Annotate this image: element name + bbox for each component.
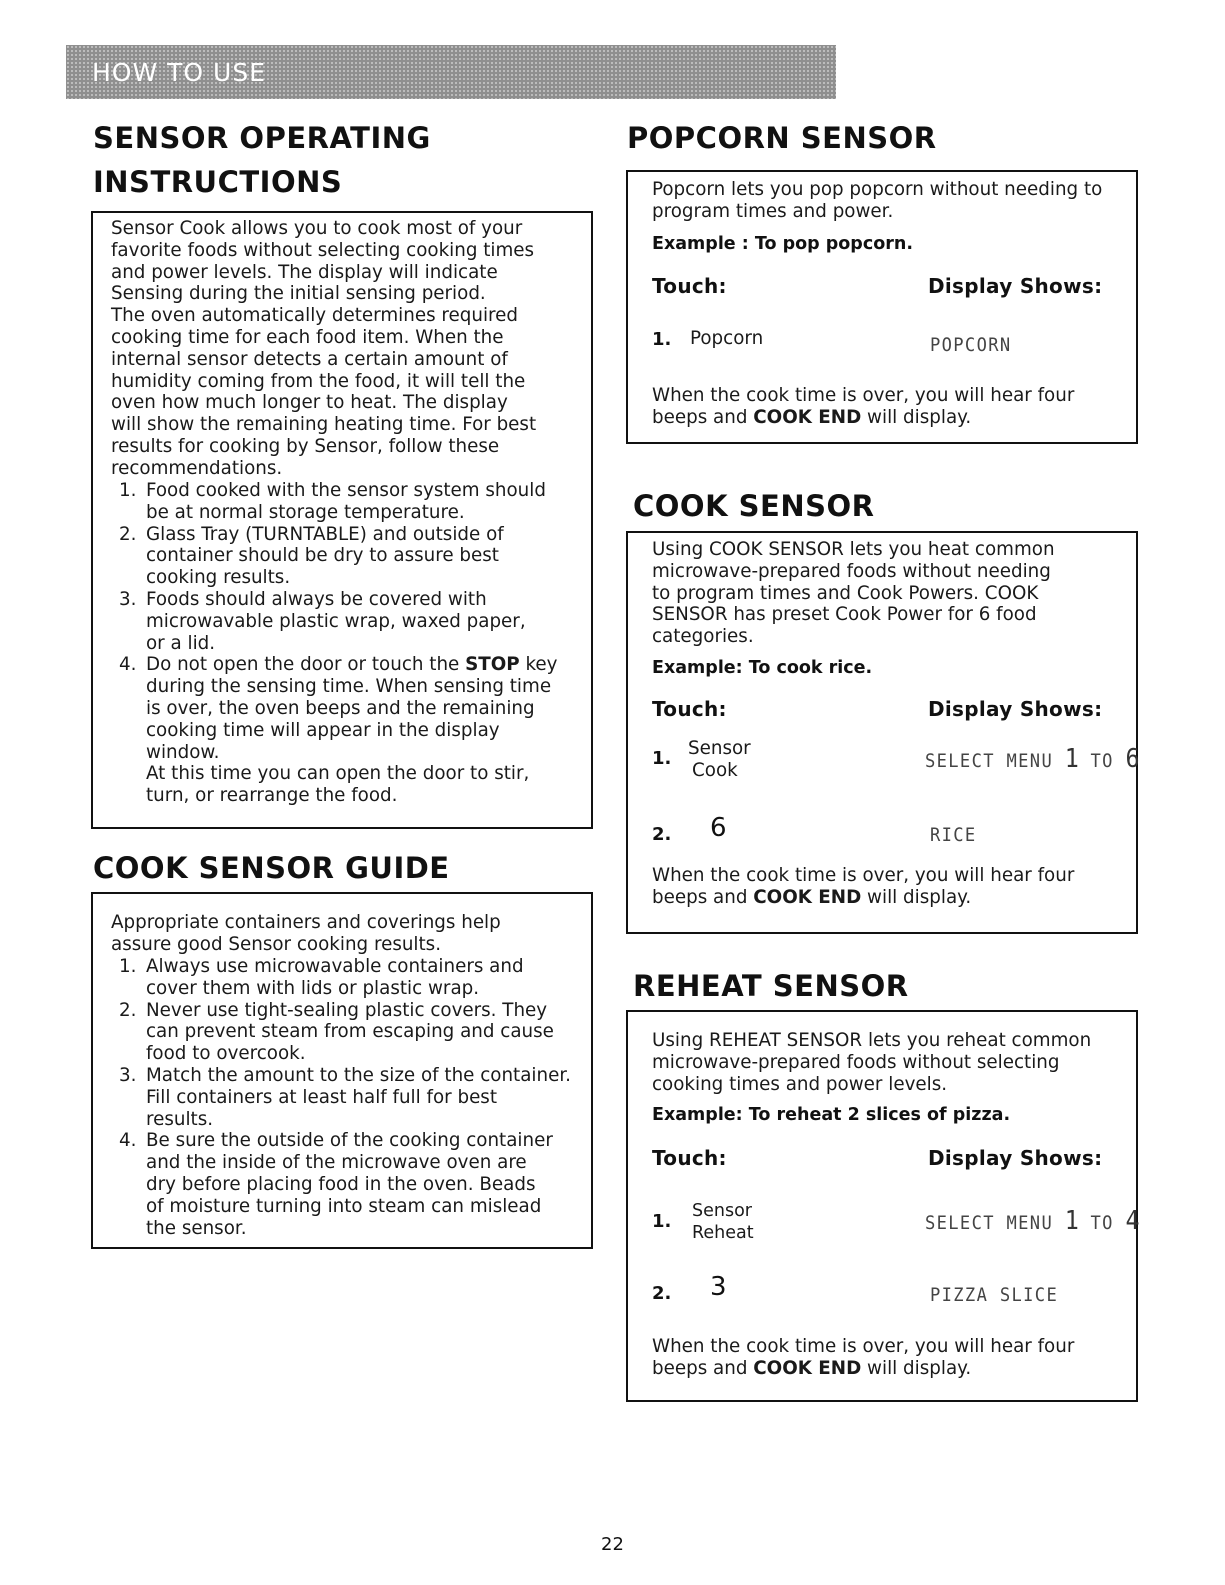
step-number: 2. <box>652 1283 672 1304</box>
item-line: turn, or rearrange the food. <box>146 785 398 807</box>
end-note-text: beeps and <box>652 406 754 428</box>
intro-line: favorite foods without selecting cooking times <box>111 239 535 261</box>
page-number: 22 <box>601 1534 624 1555</box>
end-note-line: When the cook time is over, you will hear four <box>652 865 1075 886</box>
banner-title: HOW TO USE <box>92 58 267 87</box>
item-line: At this time you can open the door to stir, <box>146 763 530 785</box>
intro-line: microwave-prepared foods without needing <box>652 560 1051 582</box>
intro-line: cooking times and power levels. <box>652 1073 948 1095</box>
lcd-text: SELECT MENU <box>925 750 1054 772</box>
cook-end-label: COOK END <box>753 886 862 908</box>
number-key-label: 6 <box>710 813 727 843</box>
item-number: 3. <box>119 588 137 610</box>
cook-sensor-heading: COOK SENSOR <box>633 489 875 523</box>
item-number: 2. <box>119 999 137 1021</box>
intro-line: humidity coming from the food, it will tell the <box>111 370 526 392</box>
intro-line: Appropriate containers and coverings help <box>111 912 501 933</box>
key-label-line: Sensor <box>692 1201 752 1221</box>
number-key-label: 3 <box>710 1272 727 1302</box>
item-line: Fill containers at least half full for best <box>146 1086 498 1108</box>
intro-line: program times and power. <box>652 200 894 222</box>
list-item <box>111 956 571 1000</box>
item-line: container should be dry to assure best <box>146 545 499 567</box>
display-column-header: Display Shows: <box>928 1146 1103 1170</box>
item-number: 2. <box>119 523 137 545</box>
item-line: be at normal storage temperature. <box>146 501 465 523</box>
lcd-display-rice: RICE <box>930 824 977 846</box>
end-note-text: beeps and <box>652 886 754 908</box>
step-number: 2. <box>652 824 672 845</box>
item-number: 4. <box>119 1130 137 1152</box>
popcorn-example: Example : To pop popcorn. <box>652 234 913 254</box>
reheat-sensor-intro <box>652 1030 1091 1095</box>
item-text: Do not open the door or touch the <box>146 654 466 676</box>
end-note-text: will display. <box>861 1357 972 1379</box>
item-line: cooking time will appear in the display <box>146 719 500 741</box>
item-line: cooking results. <box>146 567 291 589</box>
end-note-text: will display. <box>861 406 972 428</box>
reheat-sensor-heading: REHEAT SENSOR <box>633 969 909 1003</box>
reheat-sensor-example: Example: To reheat 2 slices of pizza. <box>652 1105 1011 1125</box>
touch-column-header: Touch: <box>652 1146 727 1170</box>
list-item <box>111 589 557 654</box>
intro-line: SENSOR has preset Cook Power for 6 food <box>652 604 1037 626</box>
popcorn-end-note <box>652 385 1074 429</box>
touch-column-header: Touch: <box>652 697 727 721</box>
end-note-line: When the cook time is over, you will hear four <box>652 385 1075 406</box>
stop-key-label: STOP <box>465 654 520 676</box>
intro-line: recommendations. <box>111 457 283 479</box>
lcd-display-select-menu <box>925 1206 1140 1236</box>
item-number: 1. <box>119 480 137 501</box>
touch-column-header: Touch: <box>652 274 727 298</box>
lcd-digit: 6 <box>1125 744 1140 774</box>
item-line: or a lid. <box>146 632 216 654</box>
cook-end-label: COOK END <box>753 1357 862 1379</box>
cook-sensor-example: Example: To cook rice. <box>652 658 873 678</box>
section-banner <box>66 45 836 99</box>
item-line: the sensor. <box>146 1217 247 1239</box>
cook-sensor-end-note <box>652 865 1074 909</box>
item-text: key <box>519 654 558 676</box>
end-note-line <box>652 407 1074 429</box>
intro-line: to program times and Cook Powers. COOK <box>652 582 1039 604</box>
intro-line: microwave-prepared foods without selecting <box>652 1051 1060 1073</box>
intro-line: Sensing during the initial sensing period. <box>111 283 486 305</box>
lcd-text: SELECT MENU <box>925 1212 1054 1234</box>
end-note-line: When the cook time is over, you will hear four <box>652 1336 1075 1357</box>
item-line: Glass Tray (TURNTABLE) and outside of <box>146 523 504 545</box>
lcd-display-pizza-slice: PIZZA SLICE <box>930 1284 1059 1306</box>
item-line: Match the amount to the size of the container. <box>146 1064 571 1086</box>
sensor-operating-heading-line1: SENSOR OPERATING <box>93 121 431 155</box>
item-line: dry before placing food in the oven. Beads <box>146 1173 536 1195</box>
display-column-header: Display Shows: <box>928 274 1103 298</box>
display-column-header: Display Shows: <box>928 697 1103 721</box>
step-number: 1. <box>652 748 672 769</box>
intro-line: cooking time for each food item. When the <box>111 326 504 348</box>
intro-line: The oven automatically determines required <box>111 305 519 327</box>
item-line: during the sensing time. When sensing time <box>146 676 552 698</box>
intro-line: results for cooking by Sensor, follow these <box>111 435 500 457</box>
lcd-display-select-menu <box>925 744 1140 774</box>
lcd-display-popcorn: POPCORN <box>930 334 1012 356</box>
item-line: is over, the oven beeps and the remaining <box>146 697 535 719</box>
key-label-line: Sensor <box>688 738 751 759</box>
item-line: and the inside of the microwave oven are <box>146 1152 527 1174</box>
sensor-operating-list <box>111 480 557 807</box>
intro-line: Sensor Cook allows you to cook most of your <box>111 218 523 239</box>
lcd-digit: 1 <box>1064 1206 1079 1236</box>
key-label-line: Reheat <box>692 1223 754 1243</box>
item-line: Always use microwavable containers and <box>146 956 524 977</box>
item-line: cover them with lids or plastic wrap. <box>146 977 480 999</box>
cook-sensor-guide-intro <box>111 912 501 956</box>
list-item <box>111 524 557 589</box>
sensor-operating-heading-line2: INSTRUCTIONS <box>93 165 343 199</box>
cook-sensor-guide-heading: COOK SENSOR GUIDE <box>93 851 450 885</box>
sensor-reheat-key-label <box>692 1200 754 1244</box>
item-line: Never use tight-sealing plastic covers. They <box>146 999 548 1021</box>
item-line: of moisture turning into steam can mislead <box>146 1195 542 1217</box>
item-number: 3. <box>119 1064 137 1086</box>
end-note-text: beeps and <box>652 1357 754 1379</box>
item-line: Food cooked with the sensor system should <box>146 480 546 501</box>
lcd-text: TO <box>1090 750 1114 772</box>
end-note-text: will display. <box>861 886 972 908</box>
end-note-line <box>652 887 1074 909</box>
end-note-line <box>652 1358 1074 1380</box>
sensor-operating-intro <box>111 218 536 480</box>
item-line: Foods should always be covered with <box>146 588 487 610</box>
item-line: Be sure the outside of the cooking container <box>146 1130 553 1152</box>
intro-line: Using REHEAT SENSOR lets you reheat common <box>652 1030 1092 1051</box>
step-number: 1. <box>652 329 672 350</box>
item-line: microwavable plastic wrap, waxed paper, <box>146 610 526 632</box>
popcorn-intro <box>652 179 1102 223</box>
intro-line: will show the remaining heating time. For best <box>111 414 537 436</box>
sensor-cook-key-label <box>688 738 751 782</box>
item-line: can prevent steam from escaping and cause <box>146 1021 554 1043</box>
item-number: 1. <box>119 956 137 977</box>
lcd-digit: 4 <box>1125 1206 1140 1236</box>
list-item <box>111 1065 571 1130</box>
cook-sensor-guide-list <box>111 956 571 1239</box>
item-line: food to overcook. <box>146 1043 306 1065</box>
popcorn-sensor-heading: POPCORN SENSOR <box>627 121 937 155</box>
step-number: 1. <box>652 1211 672 1232</box>
item-line <box>146 654 557 676</box>
lcd-digit: 1 <box>1064 744 1079 774</box>
intro-line: assure good Sensor cooking results. <box>111 933 442 955</box>
list-item <box>111 480 557 524</box>
intro-line: and power levels. The display will indicate <box>111 261 498 283</box>
list-item <box>111 1130 571 1239</box>
intro-line: categories. <box>652 626 754 648</box>
reheat-sensor-end-note <box>652 1336 1074 1380</box>
intro-line: internal sensor detects a certain amount of <box>111 348 508 370</box>
cook-sensor-intro <box>652 539 1055 648</box>
item-line: window. <box>146 741 220 763</box>
item-number: 4. <box>119 654 137 676</box>
popcorn-key-label: Popcorn <box>690 328 764 349</box>
list-item <box>111 654 557 807</box>
intro-line: oven how much longer to heat. The display <box>111 392 508 414</box>
cook-end-label: COOK END <box>753 406 862 428</box>
item-line: results. <box>146 1108 214 1130</box>
lcd-text: TO <box>1090 1212 1114 1234</box>
intro-line: Using COOK SENSOR lets you heat common <box>652 539 1055 560</box>
list-item <box>111 1000 571 1065</box>
key-label-line: Cook <box>692 760 738 781</box>
intro-line: Popcorn lets you pop popcorn without needing to <box>652 179 1103 200</box>
